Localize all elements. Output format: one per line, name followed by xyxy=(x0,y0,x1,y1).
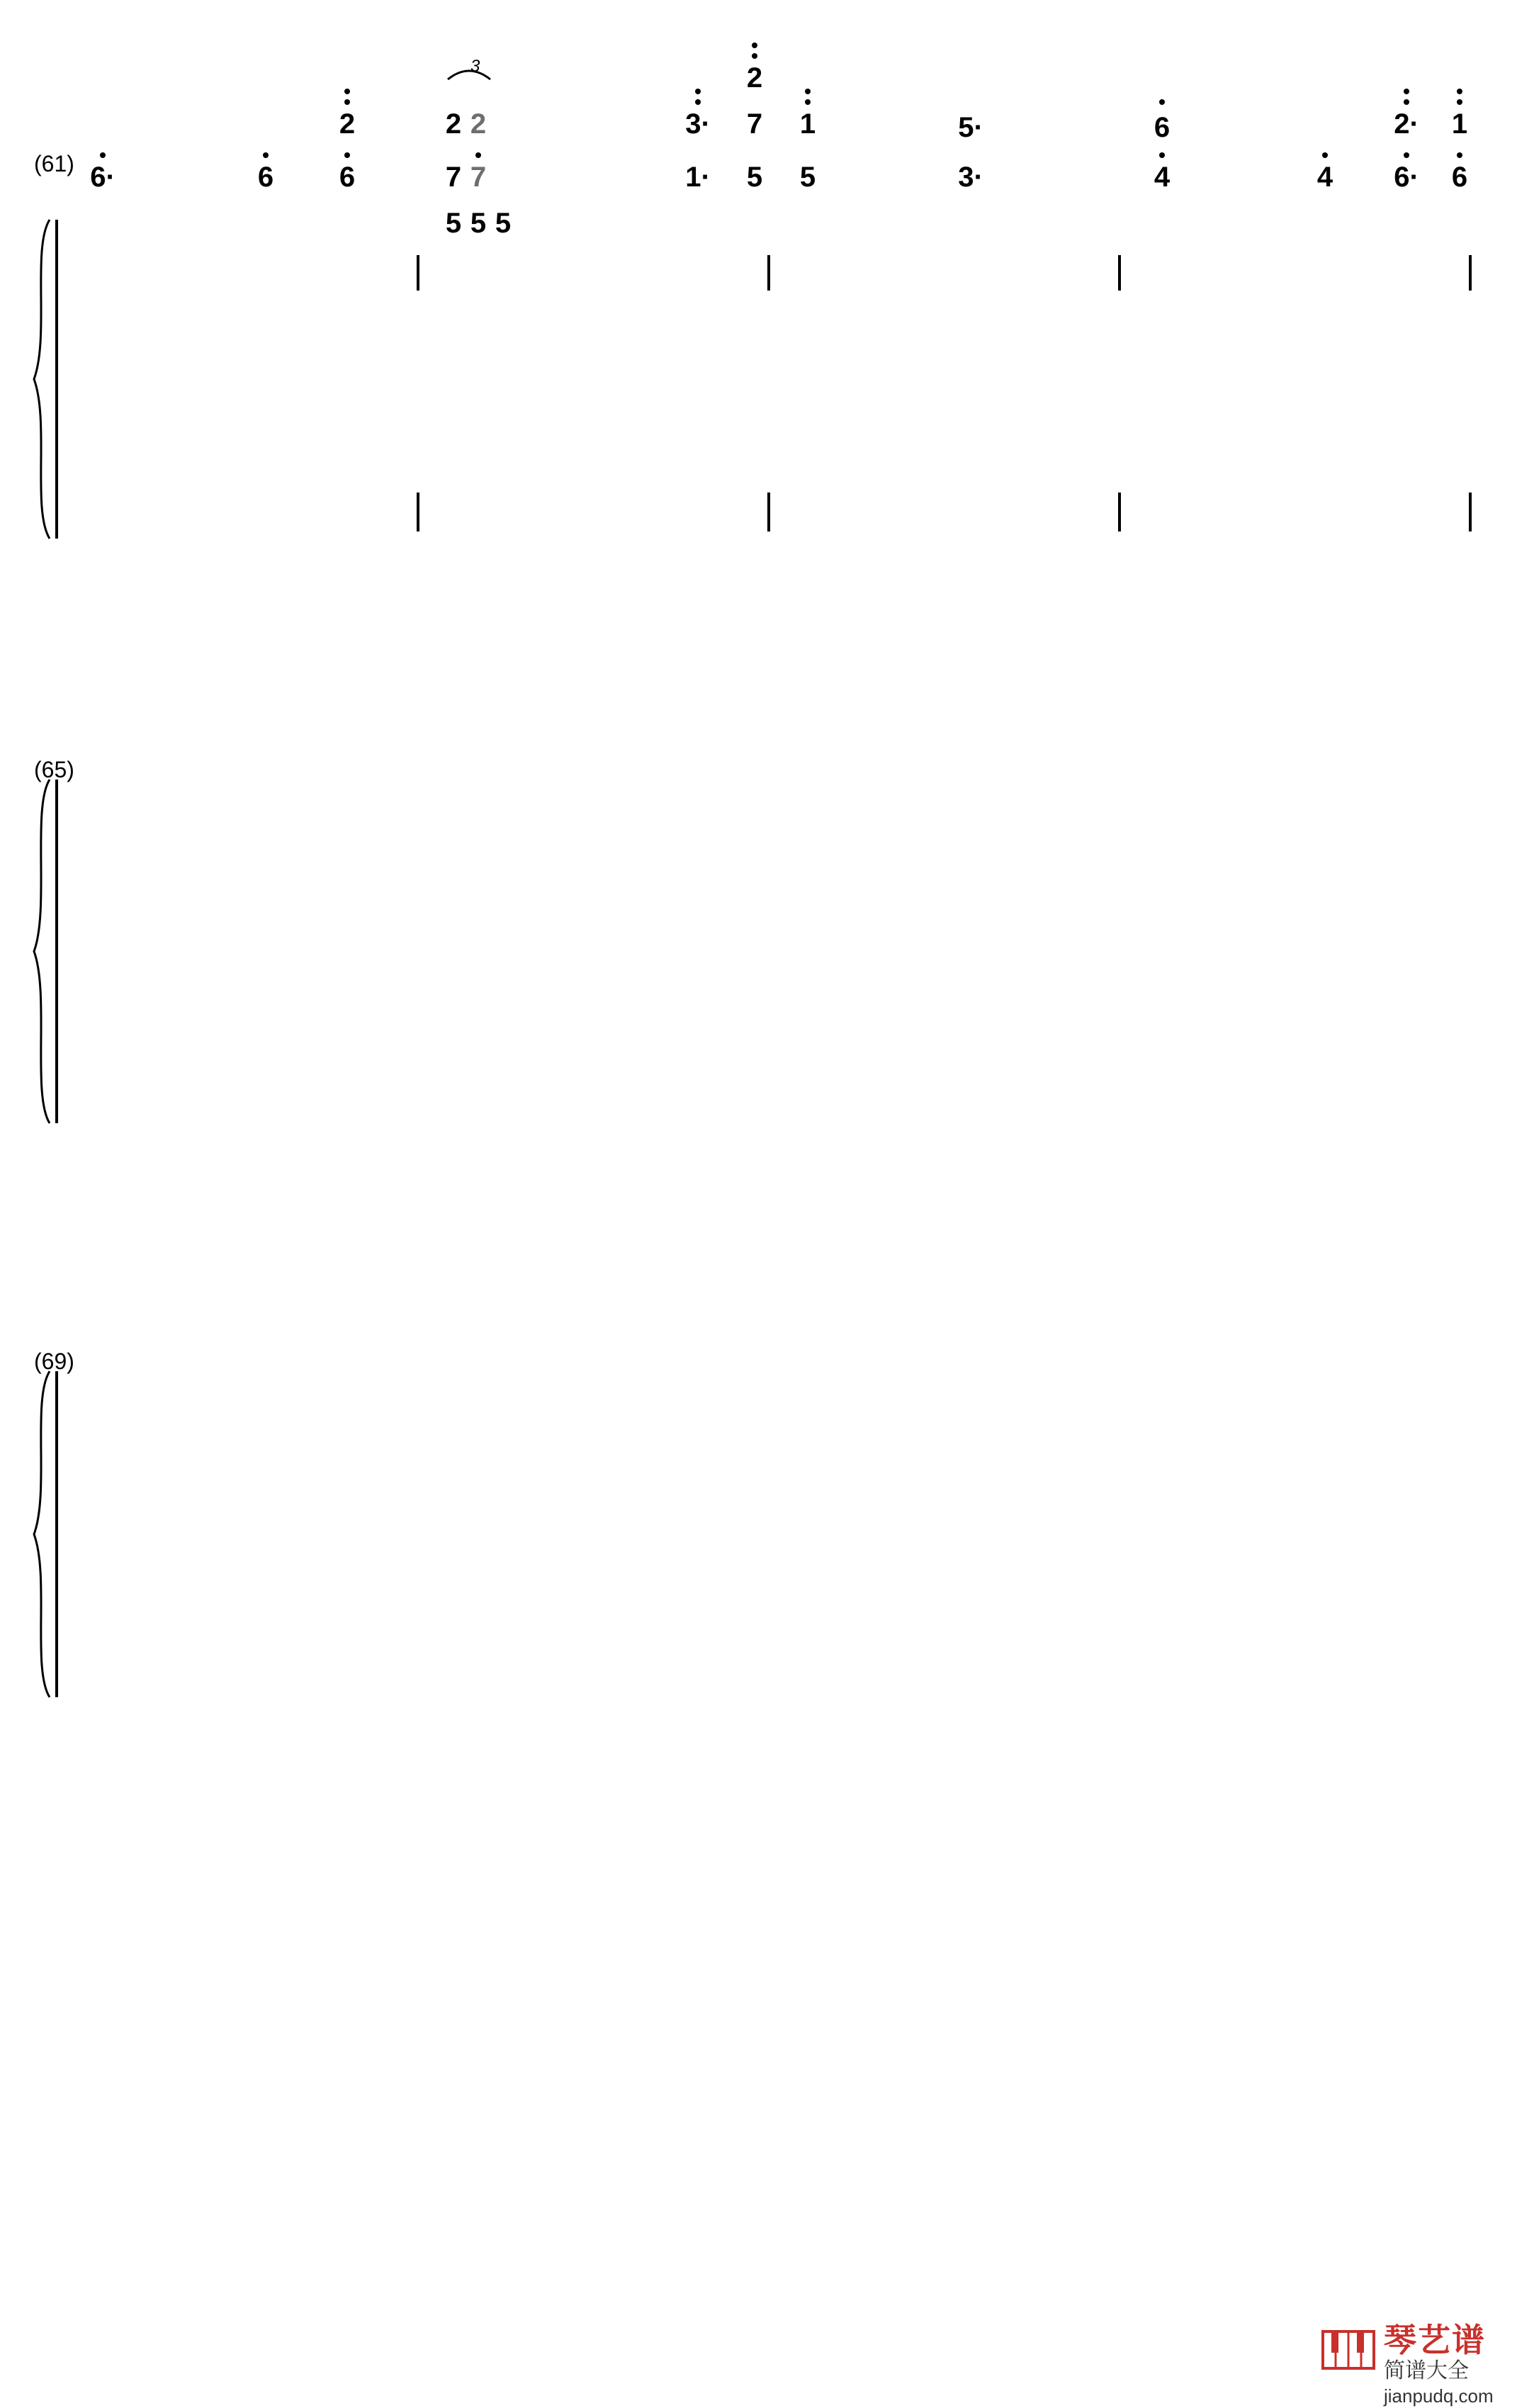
watermark xyxy=(1320,2314,1504,2407)
tie xyxy=(448,71,490,79)
watermark-site-cn: 简谱大全 xyxy=(1384,2359,1469,2382)
octave-dot xyxy=(695,89,701,94)
note: 5 xyxy=(445,208,462,239)
octave-dot xyxy=(1159,152,1165,158)
octave-dot xyxy=(344,152,350,158)
octave-dot xyxy=(1404,99,1409,105)
octave-dot xyxy=(1457,152,1462,158)
octave-dot xyxy=(805,99,811,105)
octave-dot xyxy=(1404,152,1409,158)
note: 2 xyxy=(445,108,462,140)
note: 7 xyxy=(746,108,763,140)
octave-dot xyxy=(1404,89,1409,94)
triplet-mark: 3 xyxy=(470,57,480,76)
octave-dot xyxy=(100,152,106,158)
note: 2 xyxy=(339,108,356,140)
octave-dot xyxy=(695,99,701,105)
note: 5 xyxy=(495,208,512,239)
octave-dot xyxy=(475,152,481,158)
note: 6· xyxy=(90,162,115,193)
note: 6· xyxy=(1394,162,1419,193)
brace xyxy=(34,1371,50,1697)
note: 5· xyxy=(958,112,983,143)
measure-number: (61) xyxy=(34,151,74,176)
measure-number: (69) xyxy=(34,1349,74,1374)
octave-dot xyxy=(344,99,350,105)
note: 4 xyxy=(1154,162,1171,193)
piano-keys-icon xyxy=(1320,2317,1377,2374)
octave-dot xyxy=(1159,99,1165,105)
octave-dot xyxy=(263,152,269,158)
note: 6 xyxy=(1451,162,1468,193)
note: 1· xyxy=(685,162,711,193)
note: 7 xyxy=(470,162,487,193)
note: 2 xyxy=(746,62,763,94)
octave-dot xyxy=(344,89,350,94)
octave-dot xyxy=(1457,99,1462,105)
note: 3· xyxy=(685,108,711,140)
octave-dot xyxy=(752,43,757,48)
note: 7 xyxy=(445,162,462,193)
note: 1 xyxy=(799,108,816,140)
octave-dot xyxy=(1322,152,1328,158)
watermark-brand: 琴艺谱 xyxy=(1384,2322,1486,2358)
note: 1 xyxy=(1451,108,1468,140)
note: 6 xyxy=(1154,112,1171,143)
brace xyxy=(34,780,50,1123)
note: 2 xyxy=(470,108,487,140)
octave-dot xyxy=(1457,89,1462,94)
watermark-site xyxy=(1384,2353,1504,2408)
octave-dot xyxy=(752,53,757,59)
note: 3· xyxy=(958,162,983,193)
watermark-site-url: jianpudq.com xyxy=(1384,2385,1494,2407)
note: 5 xyxy=(470,208,487,239)
measure-number: (65) xyxy=(34,757,74,782)
brace xyxy=(34,220,50,539)
note: 6 xyxy=(257,162,274,193)
octave-dot xyxy=(805,89,811,94)
note: 5 xyxy=(746,162,763,193)
note: 6 xyxy=(339,162,356,193)
note: 5 xyxy=(799,162,816,193)
note: 2· xyxy=(1394,108,1419,140)
note: 4 xyxy=(1316,162,1333,193)
